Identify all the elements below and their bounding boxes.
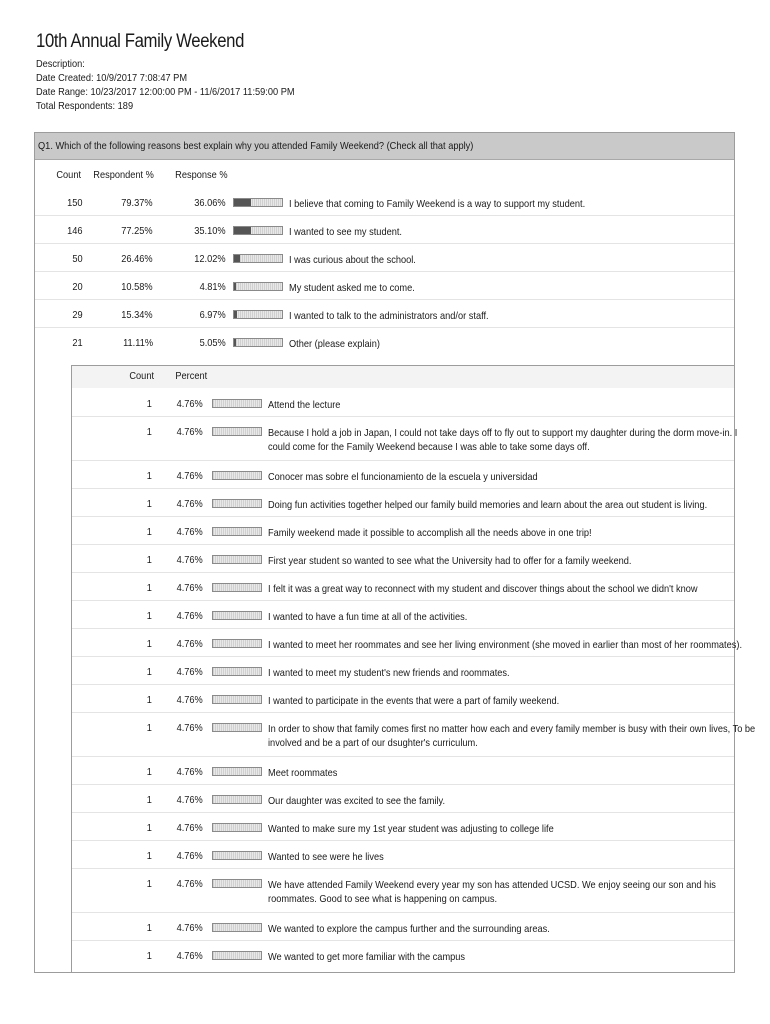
other-row-separator — [72, 868, 734, 869]
response-bar — [233, 226, 283, 235]
other-response-bar — [212, 767, 262, 776]
date-created: Date Created: 10/9/2017 7:08:47 PM — [36, 72, 188, 84]
other-row-separator — [72, 812, 734, 813]
other-row-count: 1 — [146, 722, 152, 734]
other-row-text: I wanted to meet my student's new friends and roommates. — [268, 667, 510, 679]
other-row-separator — [72, 516, 734, 517]
other-row-text: We have attended Family Weekend every year my son has attended UCSD. We enjoy seeing our son and his roommates. Good to see what is happening on campus. — [268, 879, 716, 905]
other-response-bar — [212, 951, 262, 960]
other-row-percent: 4.76% — [176, 666, 203, 678]
other-row-text: I wanted to have a fun time at all of the activities. — [268, 611, 468, 623]
row-separator — [35, 327, 734, 328]
other-row-count: 1 — [146, 822, 152, 834]
other-row-percent: 4.76% — [176, 922, 203, 934]
other-row-count: 1 — [146, 582, 152, 594]
row-response-pct: 5.05% — [199, 337, 226, 349]
row-count: 146 — [67, 225, 83, 237]
other-row-count: 1 — [146, 398, 152, 410]
other-row-count: 1 — [146, 850, 152, 862]
row-response-pct: 4.81% — [199, 281, 226, 293]
other-row-separator — [72, 628, 734, 629]
other-row-text: Wanted to see were he lives — [268, 851, 384, 863]
row-respondent-pct: 77.25% — [121, 225, 153, 237]
other-row-percent: 4.76% — [176, 526, 203, 538]
other-row-text: I wanted to meet her roommates and see her living environment (she moved in earlier than most of her roommates). — [268, 639, 743, 651]
other-row-text: Attend the lecture — [268, 399, 341, 411]
other-response-bar — [212, 583, 262, 592]
other-row-count: 1 — [146, 922, 152, 934]
other-row-percent: 4.76% — [176, 638, 203, 650]
other-row-separator — [72, 460, 734, 461]
other-row-percent: 4.76% — [176, 610, 203, 622]
other-response-bar — [212, 499, 262, 508]
other-row-separator — [72, 544, 734, 545]
question-text: Q1. Which of the following reasons best explain why you attended Family Weekend? (Check all that apply) — [38, 140, 474, 152]
other-row-count: 1 — [146, 878, 152, 890]
other-row-percent: 4.76% — [176, 794, 203, 806]
other-response-bar — [212, 471, 262, 480]
other-row-separator — [72, 572, 734, 573]
row-separator — [35, 243, 734, 244]
other-row-percent: 4.76% — [176, 582, 203, 594]
other-row-text: Wanted to make sure my 1st year student was adjusting to college life — [268, 823, 554, 835]
other-row-text: In order to show that family comes first no matter how each and every family member is busy with their own lives, To be involved and be a part of our dsughter's curriculum. — [268, 723, 756, 749]
other-row-text: Because I hold a job in Japan, I could not take days off to fly out to support my daughter during the dorm move-in. I could come for the Family Weekend because I was able to take some days off. — [268, 427, 738, 453]
response-bar-fill — [234, 283, 236, 290]
other-row-count: 1 — [146, 498, 152, 510]
other-row-percent: 4.76% — [176, 878, 203, 890]
other-row-separator — [72, 684, 734, 685]
response-bar-fill — [234, 311, 237, 318]
other-row-text: Our daughter was excited to see the family. — [268, 795, 446, 807]
other-row-separator — [72, 912, 734, 913]
other-response-bar — [212, 823, 262, 832]
other-row-text: Conocer mas sobre el funcionamiento de la escuela y universidad — [268, 471, 538, 483]
row-separator — [35, 271, 734, 272]
other-row-percent: 4.76% — [176, 554, 203, 566]
other-row-count: 1 — [146, 766, 152, 778]
other-row-separator — [72, 656, 734, 657]
other-row-percent: 4.76% — [176, 398, 203, 410]
other-row-percent: 4.76% — [176, 722, 203, 734]
other-row-count: 1 — [146, 610, 152, 622]
other-row-count: 1 — [146, 470, 152, 482]
question-panel — [34, 132, 756, 973]
other-row-separator — [72, 784, 734, 785]
other-row-count: 1 — [146, 950, 152, 962]
other-response-bar — [212, 667, 262, 676]
other-row-count: 1 — [146, 794, 152, 806]
other-response-bar — [212, 923, 262, 932]
other-col-count-header: Count — [129, 370, 154, 382]
other-row-separator — [72, 488, 734, 489]
question-header — [35, 133, 734, 160]
other-row-separator — [72, 712, 734, 713]
other-response-bar — [212, 795, 262, 804]
other-row-percent: 4.76% — [176, 470, 203, 482]
other-row-text: I wanted to participate in the events that were a part of family weekend. — [268, 695, 560, 707]
row-respondent-pct: 15.34% — [121, 309, 153, 321]
other-row-count: 1 — [146, 526, 152, 538]
other-row-text: Meet roommates — [268, 767, 338, 779]
other-row-count: 1 — [146, 638, 152, 650]
other-row-separator — [72, 600, 734, 601]
other-row-separator — [72, 756, 734, 757]
response-bar-fill — [234, 199, 251, 206]
row-respondent-pct: 79.37% — [121, 197, 153, 209]
row-response-pct: 6.97% — [199, 309, 226, 321]
other-response-bar — [212, 851, 262, 860]
other-responses-table — [71, 365, 756, 973]
row-count: 50 — [72, 253, 83, 265]
other-response-bar — [212, 555, 262, 564]
other-row-count: 1 — [146, 666, 152, 678]
other-row-percent: 4.76% — [176, 426, 203, 438]
col-count-header: Count — [56, 169, 81, 181]
response-bar — [233, 310, 283, 319]
row-respondent-pct: 10.58% — [121, 281, 153, 293]
response-bar-fill — [234, 255, 240, 262]
other-row-text: First year student so wanted to see what the University had to offer for a family weekend. — [268, 555, 632, 567]
other-response-bar — [212, 695, 262, 704]
other-row-percent: 4.76% — [176, 498, 203, 510]
other-response-bar — [212, 399, 262, 408]
report-title: 10th Annual Family Weekend — [36, 31, 245, 52]
other-row-separator — [72, 840, 734, 841]
other-row-percent: 4.76% — [176, 822, 203, 834]
col-respondent-header: Respondent % — [93, 169, 154, 181]
other-col-percent-header: Percent — [175, 370, 207, 382]
other-row-text: Doing fun activities together helped our family build memories and learn about the area out student is living. — [268, 499, 708, 511]
row-separator — [35, 215, 734, 216]
response-bar-fill — [234, 339, 236, 346]
row-label: I wanted to see my student. — [289, 226, 402, 238]
other-row-count: 1 — [146, 694, 152, 706]
other-response-bar — [212, 527, 262, 536]
row-label: Other (please explain) — [289, 338, 380, 350]
response-bar — [233, 338, 283, 347]
other-row-text: Family weekend made it possible to accomplish all the needs above in one trip! — [268, 527, 592, 539]
row-count: 20 — [72, 281, 83, 293]
other-response-bar — [212, 723, 262, 732]
other-row-separator — [72, 416, 734, 417]
other-response-bar — [212, 879, 262, 888]
row-label: I believe that coming to Family Weekend is a way to support my student. — [289, 198, 586, 210]
row-label: I wanted to talk to the administrators and/or staff. — [289, 310, 489, 322]
row-count: 21 — [72, 337, 83, 349]
date-range: Date Range: 10/23/2017 12:00:00 PM - 11/6/2017 11:59:00 PM — [36, 86, 295, 98]
other-row-percent: 4.76% — [176, 950, 203, 962]
other-header-row — [72, 366, 734, 388]
row-label: I was curious about the school. — [289, 254, 416, 266]
description-label: Description: — [36, 58, 85, 70]
response-bar-fill — [234, 227, 251, 234]
other-row-percent: 4.76% — [176, 694, 203, 706]
row-separator — [35, 299, 734, 300]
other-row-count: 1 — [146, 426, 152, 438]
other-row-text: We wanted to explore the campus further and the surrounding areas. — [268, 923, 550, 935]
row-respondent-pct: 11.11% — [123, 337, 153, 349]
report-meta — [36, 57, 295, 113]
row-count: 29 — [72, 309, 83, 321]
other-response-bar — [212, 611, 262, 620]
row-label: My student asked me to come. — [289, 282, 415, 294]
other-row-separator — [72, 940, 734, 941]
col-response-header: Response % — [175, 169, 228, 181]
row-response-pct: 12.02% — [194, 253, 226, 265]
other-row-percent: 4.76% — [176, 766, 203, 778]
response-bar — [233, 198, 283, 207]
other-row-percent: 4.76% — [176, 850, 203, 862]
other-row-text: We wanted to get more familiar with the campus — [268, 951, 466, 963]
total-respondents: Total Respondents: 189 — [36, 100, 134, 112]
response-bar — [233, 254, 283, 263]
row-response-pct: 36.06% — [194, 197, 226, 209]
other-response-bar — [212, 639, 262, 648]
row-respondent-pct: 26.46% — [121, 253, 153, 265]
other-response-bar — [212, 427, 262, 436]
row-response-pct: 35.10% — [194, 225, 226, 237]
response-bar — [233, 282, 283, 291]
other-row-count: 1 — [146, 554, 152, 566]
other-row-text: I felt it was a great way to reconnect with my student and discover things about the school we didn't know — [268, 583, 698, 595]
row-count: 150 — [67, 197, 83, 209]
